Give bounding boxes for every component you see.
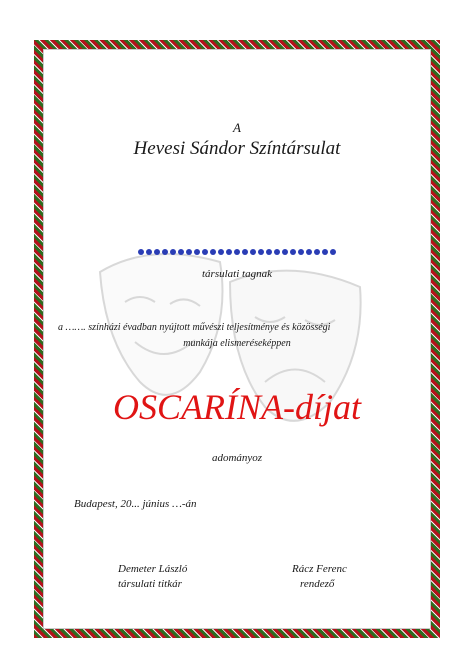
signatory-2-title: rendező	[300, 578, 335, 590]
place-date: Budapest, 20... június …-án	[74, 498, 197, 510]
document-preposition: A	[233, 120, 241, 135]
citation-line-2: munkája elismeréseképpen	[183, 338, 291, 349]
company-name: Hevesi Sándor Színtársulat	[133, 138, 341, 159]
signatory-1-name: Demeter László	[118, 563, 188, 575]
signatory-1-title: társulati titkár	[118, 578, 182, 590]
recipient-name-placeholder	[138, 246, 336, 258]
recipient-line: társulati tagnak	[202, 268, 272, 280]
award-title: OSCARÍNA-díjat	[113, 387, 361, 427]
citation-line-1: a ……. színházi évadban nyújtott művészi teljesítménye és közösségi	[58, 322, 331, 333]
award-verb: adományoz	[211, 452, 263, 464]
signatory-2-name: Rácz Ferenc	[292, 563, 347, 575]
